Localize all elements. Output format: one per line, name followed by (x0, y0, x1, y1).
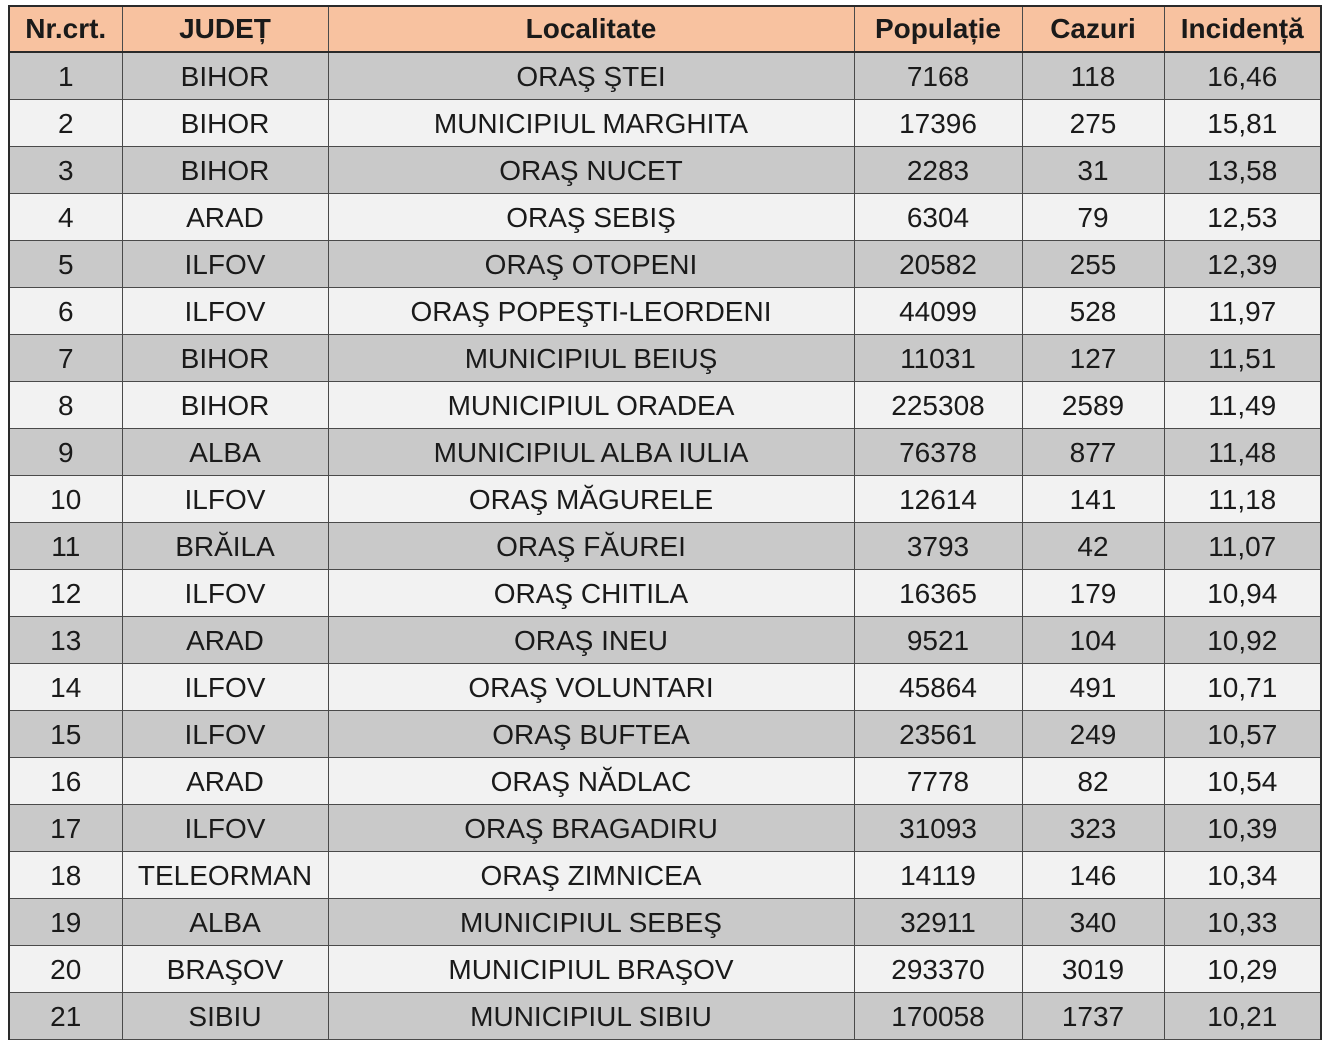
cell-judet: ILFOV (122, 241, 328, 288)
cell-cazuri: 82 (1022, 758, 1164, 805)
cell-incidenta: 10,94 (1164, 570, 1321, 617)
cell-judet: ILFOV (122, 805, 328, 852)
table-row (9, 194, 1321, 241)
cell-judet: SIBIU (122, 993, 328, 1040)
cell-nr: 4 (9, 194, 122, 241)
cell-localitate: ORAŞ NĂDLAC (328, 758, 854, 805)
cell-judet: TELEORMAN (122, 852, 328, 899)
cell-nr: 18 (9, 852, 122, 899)
cell-judet: ARAD (122, 617, 328, 664)
cell-incidenta: 10,39 (1164, 805, 1321, 852)
cell-nr: 8 (9, 382, 122, 429)
cell-cazuri: 31 (1022, 147, 1164, 194)
cell-incidenta: 11,51 (1164, 335, 1321, 382)
cell-localitate: ORAŞ BUFTEA (328, 711, 854, 758)
cell-incidenta: 16,46 (1164, 52, 1321, 100)
cell-incidenta: 12,39 (1164, 241, 1321, 288)
cell-populatie: 6304 (854, 194, 1022, 241)
cell-nr: 12 (9, 570, 122, 617)
cell-judet: BIHOR (122, 382, 328, 429)
cell-populatie: 7778 (854, 758, 1022, 805)
header-incidenta: Incidență (1164, 6, 1321, 52)
table-row (9, 758, 1321, 805)
cell-judet: ILFOV (122, 476, 328, 523)
cell-populatie: 17396 (854, 100, 1022, 147)
cell-populatie: 23561 (854, 711, 1022, 758)
cell-cazuri: 3019 (1022, 946, 1164, 993)
cell-nr: 21 (9, 993, 122, 1040)
cell-cazuri: 79 (1022, 194, 1164, 241)
cell-populatie: 16365 (854, 570, 1022, 617)
cell-cazuri: 127 (1022, 335, 1164, 382)
cell-cazuri: 141 (1022, 476, 1164, 523)
cell-incidenta: 11,48 (1164, 429, 1321, 476)
header-cazuri: Cazuri (1022, 6, 1164, 52)
cell-judet: ILFOV (122, 570, 328, 617)
cell-incidenta: 10,71 (1164, 664, 1321, 711)
cell-judet: ARAD (122, 194, 328, 241)
table-row (9, 382, 1321, 429)
cell-localitate: ORAŞ CHITILA (328, 570, 854, 617)
cell-incidenta: 11,07 (1164, 523, 1321, 570)
cell-localitate: ORAŞ ZIMNICEA (328, 852, 854, 899)
table-row (9, 52, 1321, 100)
cell-populatie: 20582 (854, 241, 1022, 288)
cell-localitate: ORAŞ NUCET (328, 147, 854, 194)
table-row (9, 429, 1321, 476)
table-row (9, 147, 1321, 194)
cell-localitate: ORAŞ BRAGADIRU (328, 805, 854, 852)
cell-populatie: 32911 (854, 899, 1022, 946)
table-row (9, 993, 1321, 1040)
cell-cazuri: 42 (1022, 523, 1164, 570)
table-row (9, 476, 1321, 523)
cell-localitate: ORAŞ OTOPENI (328, 241, 854, 288)
table-row (9, 241, 1321, 288)
cell-cazuri: 249 (1022, 711, 1164, 758)
cell-populatie: 11031 (854, 335, 1022, 382)
header-row (9, 6, 1321, 52)
cell-populatie: 44099 (854, 288, 1022, 335)
cell-populatie: 12614 (854, 476, 1022, 523)
cell-populatie: 2283 (854, 147, 1022, 194)
cell-cazuri: 1737 (1022, 993, 1164, 1040)
cell-localitate: ORAŞ SEBIŞ (328, 194, 854, 241)
cell-judet: ALBA (122, 899, 328, 946)
cell-judet: BIHOR (122, 100, 328, 147)
table-row (9, 805, 1321, 852)
cell-nr: 19 (9, 899, 122, 946)
cell-localitate: ORAŞ INEU (328, 617, 854, 664)
cell-localitate: MUNICIPIUL MARGHITA (328, 100, 854, 147)
cell-populatie: 7168 (854, 52, 1022, 100)
cell-cazuri: 528 (1022, 288, 1164, 335)
table-row (9, 335, 1321, 382)
cell-nr: 17 (9, 805, 122, 852)
cell-incidenta: 15,81 (1164, 100, 1321, 147)
cell-localitate: MUNICIPIUL SEBEŞ (328, 899, 854, 946)
cell-populatie: 9521 (854, 617, 1022, 664)
cell-nr: 1 (9, 52, 122, 100)
cell-populatie: 31093 (854, 805, 1022, 852)
cell-nr: 3 (9, 147, 122, 194)
cell-populatie: 76378 (854, 429, 1022, 476)
header-localitate: Localitate (328, 6, 854, 52)
cell-localitate: MUNICIPIUL ORADEA (328, 382, 854, 429)
cell-localitate: MUNICIPIUL ALBA IULIA (328, 429, 854, 476)
cell-cazuri: 146 (1022, 852, 1164, 899)
cell-nr: 2 (9, 100, 122, 147)
cell-populatie: 225308 (854, 382, 1022, 429)
cell-incidenta: 10,57 (1164, 711, 1321, 758)
cell-judet: ILFOV (122, 288, 328, 335)
cell-cazuri: 2589 (1022, 382, 1164, 429)
cell-cazuri: 275 (1022, 100, 1164, 147)
incidence-table-container (8, 5, 1320, 1040)
cell-nr: 15 (9, 711, 122, 758)
cell-nr: 7 (9, 335, 122, 382)
cell-incidenta: 11,18 (1164, 476, 1321, 523)
cell-incidenta: 10,29 (1164, 946, 1321, 993)
table-row (9, 946, 1321, 993)
incidence-table (8, 5, 1322, 1040)
cell-cazuri: 491 (1022, 664, 1164, 711)
table-body (9, 52, 1321, 1040)
cell-localitate: ORAŞ POPEŞTI-LEORDENI (328, 288, 854, 335)
cell-localitate: MUNICIPIUL SIBIU (328, 993, 854, 1040)
cell-judet: BRAŞOV (122, 946, 328, 993)
cell-incidenta: 10,92 (1164, 617, 1321, 664)
cell-incidenta: 10,54 (1164, 758, 1321, 805)
cell-nr: 20 (9, 946, 122, 993)
cell-nr: 16 (9, 758, 122, 805)
cell-populatie: 14119 (854, 852, 1022, 899)
table-row (9, 523, 1321, 570)
cell-nr: 9 (9, 429, 122, 476)
cell-populatie: 170058 (854, 993, 1022, 1040)
cell-incidenta: 10,21 (1164, 993, 1321, 1040)
cell-nr: 11 (9, 523, 122, 570)
cell-localitate: ORAŞ MĂGURELE (328, 476, 854, 523)
cell-nr: 14 (9, 664, 122, 711)
cell-populatie: 3793 (854, 523, 1022, 570)
table-row (9, 852, 1321, 899)
cell-populatie: 293370 (854, 946, 1022, 993)
cell-incidenta: 11,49 (1164, 382, 1321, 429)
cell-cazuri: 877 (1022, 429, 1164, 476)
cell-cazuri: 340 (1022, 899, 1164, 946)
cell-nr: 10 (9, 476, 122, 523)
cell-judet: ILFOV (122, 664, 328, 711)
cell-judet: BIHOR (122, 335, 328, 382)
header-populatie: Populație (854, 6, 1022, 52)
cell-localitate: ORAŞ FĂUREI (328, 523, 854, 570)
cell-cazuri: 179 (1022, 570, 1164, 617)
header-nr: Nr.crt. (9, 6, 122, 52)
header-judet: JUDEȚ (122, 6, 328, 52)
cell-judet: BIHOR (122, 147, 328, 194)
table-row (9, 617, 1321, 664)
cell-judet: BIHOR (122, 52, 328, 100)
cell-incidenta: 13,58 (1164, 147, 1321, 194)
table-header (9, 6, 1321, 52)
cell-judet: ALBA (122, 429, 328, 476)
cell-populatie: 45864 (854, 664, 1022, 711)
table-row (9, 288, 1321, 335)
cell-localitate: ORAŞ ŞTEI (328, 52, 854, 100)
table-row (9, 570, 1321, 617)
cell-judet: BRĂILA (122, 523, 328, 570)
cell-judet: ARAD (122, 758, 328, 805)
table-row (9, 100, 1321, 147)
table-row (9, 664, 1321, 711)
cell-localitate: ORAŞ VOLUNTARI (328, 664, 854, 711)
cell-localitate: MUNICIPIUL BEIUŞ (328, 335, 854, 382)
cell-localitate: MUNICIPIUL BRAŞOV (328, 946, 854, 993)
table-row (9, 899, 1321, 946)
cell-nr: 13 (9, 617, 122, 664)
cell-nr: 5 (9, 241, 122, 288)
cell-incidenta: 10,34 (1164, 852, 1321, 899)
table-row (9, 711, 1321, 758)
cell-incidenta: 12,53 (1164, 194, 1321, 241)
cell-nr: 6 (9, 288, 122, 335)
cell-cazuri: 118 (1022, 52, 1164, 100)
cell-judet: ILFOV (122, 711, 328, 758)
cell-incidenta: 11,97 (1164, 288, 1321, 335)
cell-cazuri: 323 (1022, 805, 1164, 852)
cell-cazuri: 104 (1022, 617, 1164, 664)
cell-cazuri: 255 (1022, 241, 1164, 288)
cell-incidenta: 10,33 (1164, 899, 1321, 946)
